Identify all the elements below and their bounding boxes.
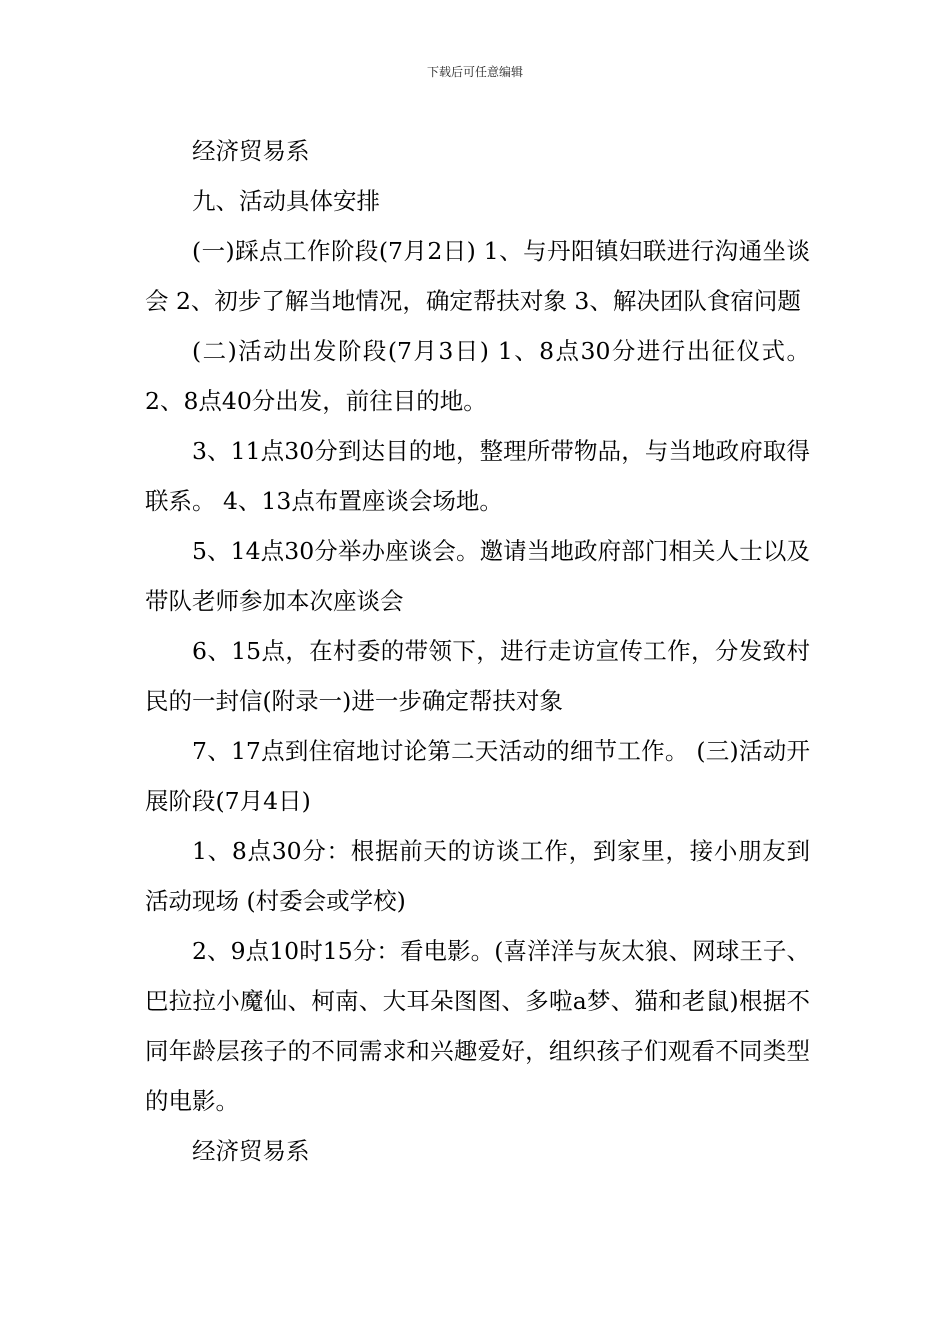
paragraph-item-6: 6、15点，在村委的带领下，进行走访宣传工作，分发致村民的一封信(附录一)进一步确定帮扶对象 [145,637,810,715]
document-body [145,126,810,1176]
paragraph-item-7: 7、17点到住宿地讨论第二天活动的细节工作。 (三)活动开展阶段(7月4日) [145,737,810,815]
header-note: 下载后可任意编辑 [426,65,523,79]
paragraph-stage-two: (二)活动出发阶段(7月3日) 1、8点30分进行出征仪式。 2、8点40分出发，前往目的地。 [145,337,810,415]
paragraph-item-3: 3、11点30分到达目的地，整理所带物品，与当地政府取得联系。 4、13点布置座谈会场地。 [145,437,810,515]
paragraph-stage-three-item-2: 2、9点10时15分：看电影。(喜洋洋与灰太狼、网球王子、巴拉拉小魔仙、柯南、大耳朵图图、多啦a梦、猫和老鼠)根据不同年龄层孩子的不同需求和兴趣爱好，组织孩子们观看不同类型的电影。 [145,937,810,1115]
paragraph-stage-one: (一)踩点工作阶段(7月2日) 1、与丹阳镇妇联进行沟通坐谈会 2、初步了解当地情况，确定帮扶对象 3、解决团队食宿问题 [145,237,810,315]
department-footer: 经济贸易系 [192,1137,310,1165]
paragraph-stage-three-item-1: 1、8点30分：根据前天的访谈工作，到家里，接小朋友到活动现场 (村委会或学校) [145,837,810,915]
paragraph-item-5: 5、14点30分举办座谈会。邀请当地政府部门相关人士以及带队老师参加本次座谈会 [145,537,810,615]
department-heading: 经济贸易系 [192,137,310,165]
section-heading: 九、活动具体安排 [192,187,380,215]
